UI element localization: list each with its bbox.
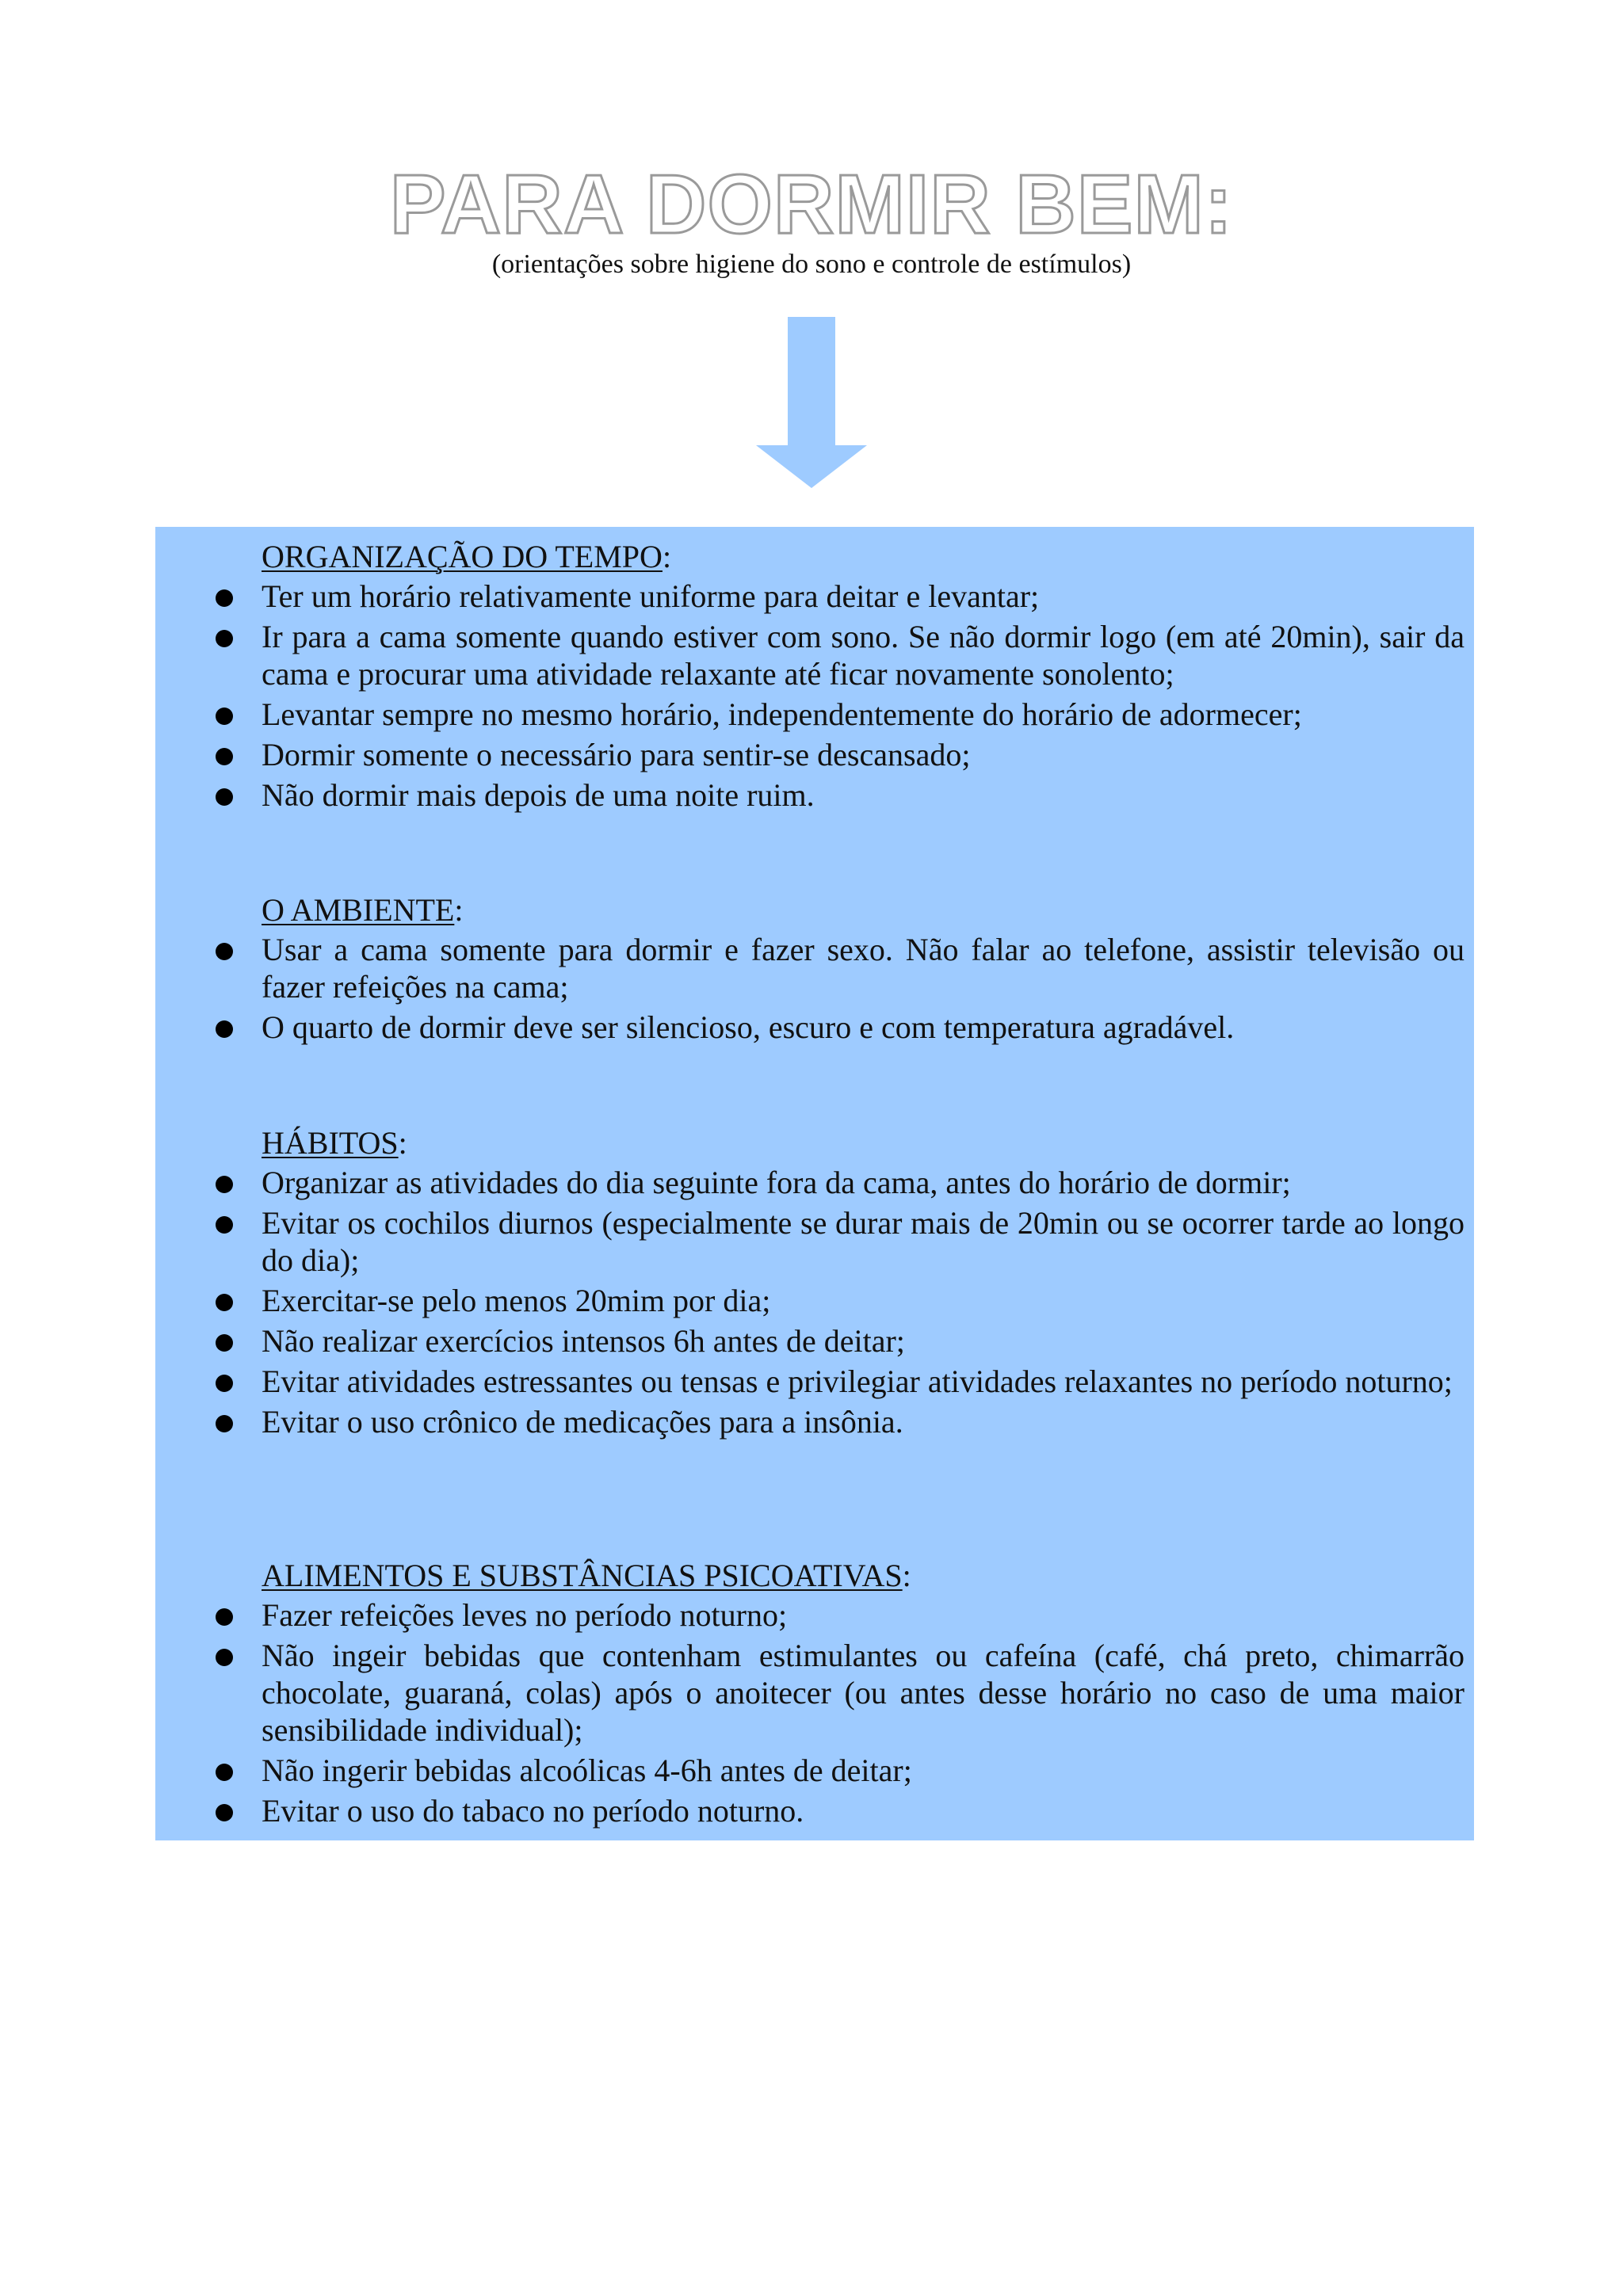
page-subtitle: (orientações sobre higiene do sono e controle de estímulos) bbox=[491, 250, 1132, 279]
bullet-icon bbox=[216, 1608, 233, 1626]
page-title: PARA DORMIR BEM: bbox=[389, 158, 1234, 251]
down-arrow-icon bbox=[756, 317, 867, 488]
list-item bbox=[155, 1752, 1474, 1789]
list-item-text: Não dormir mais depois de uma noite ruim. bbox=[262, 777, 815, 813]
section-title-text: ALIMENTOS E SUBSTÂNCIAS PSICOATIVAS bbox=[262, 1558, 903, 1593]
list-item-text: Não realizar exercícios intensos 6h antes de deitar; bbox=[262, 1323, 905, 1359]
list-item-text: Levantar sempre no mesmo horário, independentemente do horário de adormecer; bbox=[262, 696, 1302, 732]
bullet-icon bbox=[216, 1294, 233, 1311]
list-item-text: Evitar o uso do tabaco no período noturno. bbox=[262, 1793, 804, 1829]
list-item bbox=[155, 1363, 1474, 1400]
bullet-icon bbox=[216, 1216, 233, 1234]
list-item-text: Organizar as atividades do dia seguinte fora da cama, antes do horário de dormir; bbox=[262, 1165, 1291, 1200]
list-item bbox=[155, 618, 1474, 692]
list-item-text: Evitar o uso crônico de medicações para a insônia. bbox=[262, 1404, 903, 1440]
list-item bbox=[155, 931, 1474, 1005]
guidelines-panel bbox=[155, 527, 1474, 1840]
list-item bbox=[155, 1164, 1474, 1201]
section-title-colon: : bbox=[454, 892, 464, 928]
bullet-icon bbox=[216, 1415, 233, 1432]
bullet-icon bbox=[216, 943, 233, 960]
list-item bbox=[155, 1403, 1474, 1440]
bullet-list bbox=[155, 578, 1474, 814]
section-title-text: HÁBITOS bbox=[262, 1125, 399, 1161]
list-item bbox=[155, 776, 1474, 814]
bullet-icon bbox=[216, 1334, 233, 1352]
list-item bbox=[155, 1637, 1474, 1749]
list-item-text: Ir para a cama somente quando estiver com sono. Se não dormir logo (em até 20min), sair da cama e procurar uma atividade relaxante até ficar novamente sonolento; bbox=[262, 619, 1465, 692]
section-title-colon: : bbox=[662, 539, 672, 574]
bullet-icon bbox=[216, 1764, 233, 1781]
list-item-text: O quarto de dormir deve ser silencioso, escuro e com temperatura agradável. bbox=[262, 1009, 1235, 1045]
bullet-icon bbox=[216, 1020, 233, 1038]
bullet-icon bbox=[216, 589, 233, 607]
list-item bbox=[155, 1009, 1474, 1046]
list-item-text: Evitar os cochilos diurnos (especialmente se durar mais de 20min ou se ocorrer tarde ao longo do dia); bbox=[262, 1205, 1465, 1278]
section-title bbox=[155, 1555, 1474, 1596]
bullet-icon bbox=[216, 630, 233, 647]
bullet-icon bbox=[216, 1375, 233, 1392]
list-item bbox=[155, 736, 1474, 773]
bullet-icon bbox=[216, 748, 233, 765]
section-organizacao-do-tempo bbox=[155, 536, 1474, 817]
section-title bbox=[155, 1123, 1474, 1164]
list-item bbox=[155, 1792, 1474, 1829]
list-item bbox=[155, 696, 1474, 733]
bullet-list bbox=[155, 1596, 1474, 1829]
bullet-icon bbox=[216, 1804, 233, 1821]
section-title-colon: : bbox=[398, 1125, 407, 1161]
bullet-icon bbox=[216, 788, 233, 806]
list-item bbox=[155, 578, 1474, 615]
list-item bbox=[155, 1204, 1474, 1279]
list-item-text: Exercitar-se pelo menos 20mim por dia; bbox=[262, 1283, 771, 1318]
list-item-text: Dormir somente o necessário para sentir-se descansado; bbox=[262, 737, 971, 772]
list-item-text: Não ingeir bebidas que contenham estimulantes ou cafeína (café, chá preto, chimarrão chocolate, guaraná, colas) após o anoitecer (ou antes desse horário no caso de uma maior sensibilidade individual); bbox=[262, 1638, 1465, 1748]
list-item-text: Ter um horário relativamente uniforme para deitar e levantar; bbox=[262, 578, 1040, 614]
section-alimentos-e-substancias bbox=[155, 1555, 1474, 1833]
section-title-colon: : bbox=[902, 1558, 911, 1593]
section-habitos bbox=[155, 1123, 1474, 1444]
list-item bbox=[155, 1596, 1474, 1634]
list-item-text: Fazer refeições leves no período noturno; bbox=[262, 1597, 788, 1633]
section-title bbox=[155, 890, 1474, 931]
list-item bbox=[155, 1282, 1474, 1319]
bullet-icon bbox=[216, 707, 233, 725]
bullet-icon bbox=[216, 1176, 233, 1193]
bullet-list bbox=[155, 1164, 1474, 1440]
list-item-text: Evitar atividades estressantes ou tensas e privilegiar atividades relaxantes no período noturno; bbox=[262, 1363, 1453, 1399]
bullet-icon bbox=[216, 1649, 233, 1666]
section-o-ambiente bbox=[155, 890, 1474, 1049]
list-item bbox=[155, 1322, 1474, 1360]
section-title-text: O AMBIENTE bbox=[262, 892, 455, 928]
section-title bbox=[155, 536, 1474, 578]
list-item-text: Não ingerir bebidas alcoólicas 4-6h antes de deitar; bbox=[262, 1753, 912, 1788]
bullet-list bbox=[155, 931, 1474, 1046]
list-item-text: Usar a cama somente para dormir e fazer sexo. Não falar ao telefone, assistir televisão ou fazer refeições na cama; bbox=[262, 932, 1465, 1005]
section-title-text: ORGANIZAÇÃO DO TEMPO bbox=[262, 539, 663, 574]
